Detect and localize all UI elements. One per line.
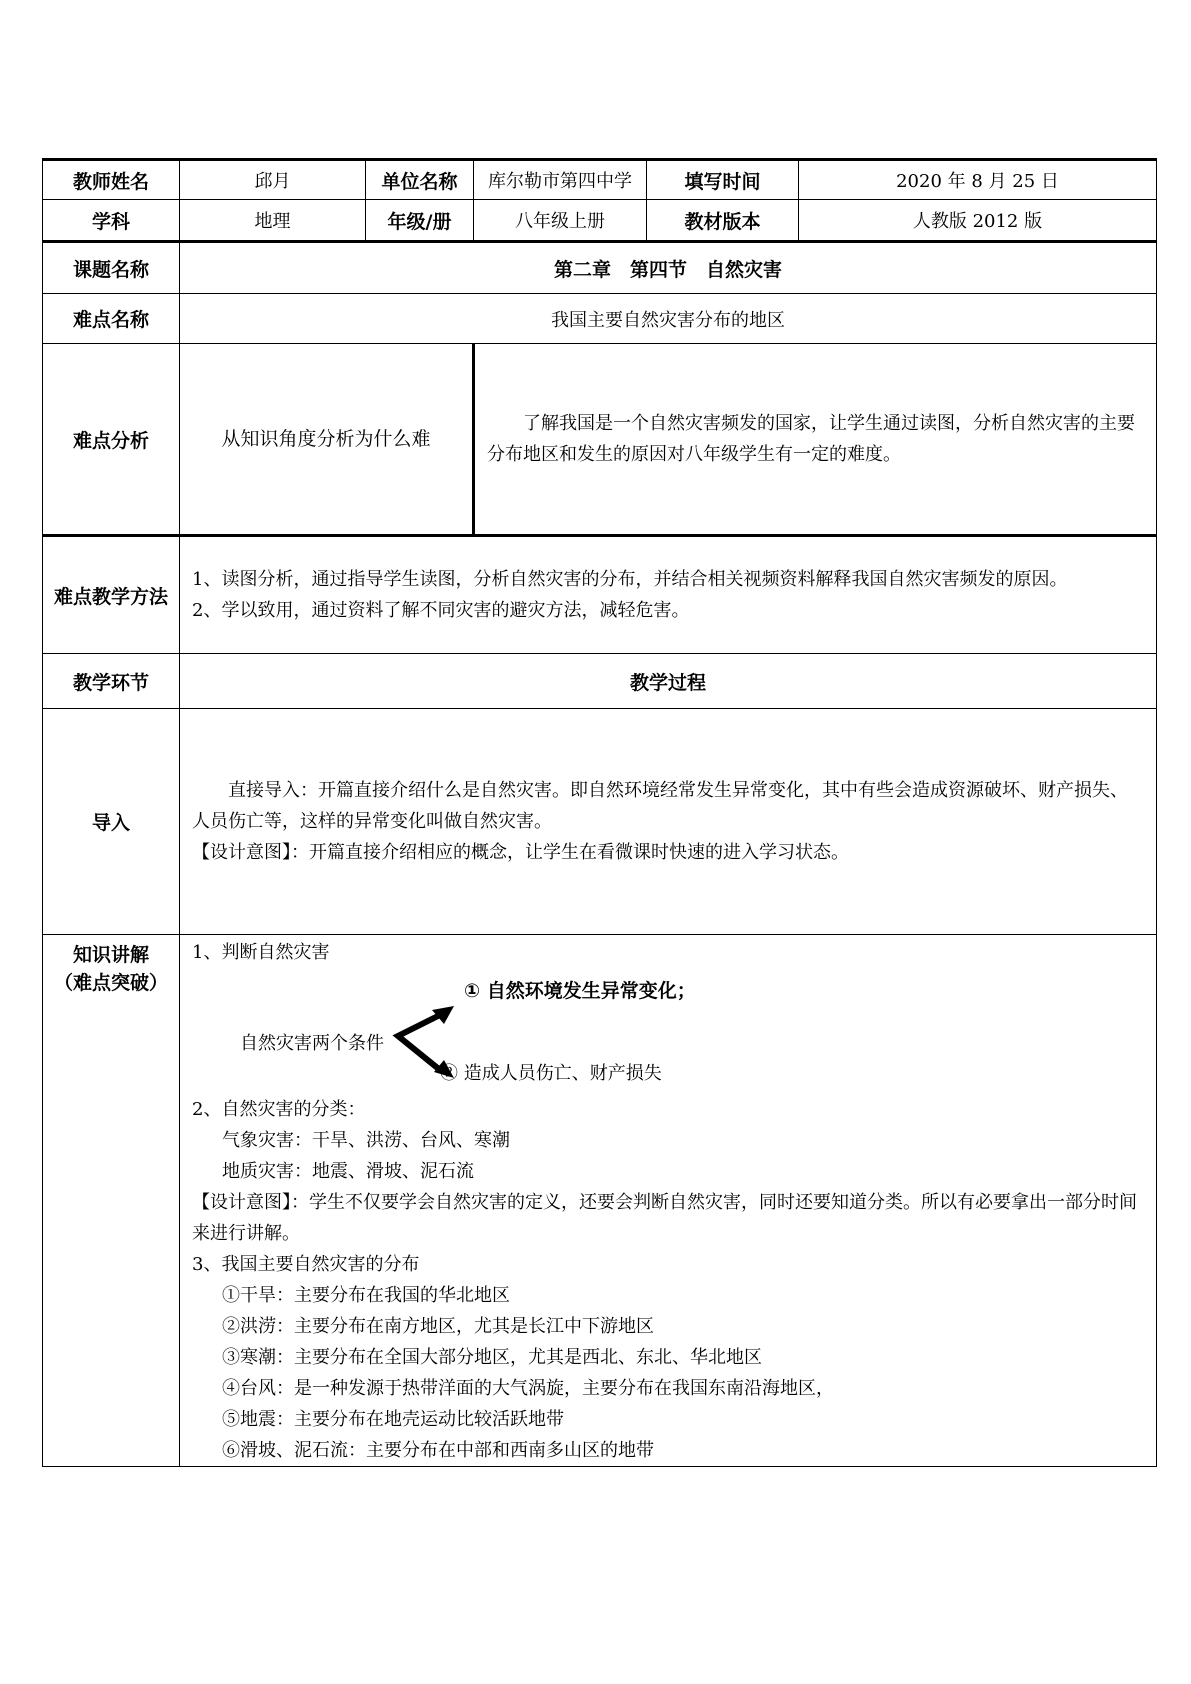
s2-title: 2、自然灾害的分类： xyxy=(192,1099,366,1120)
date-label: 填写时间 xyxy=(647,160,799,200)
intro-design: 【设计意图】：开篇直接介绍相应的概念，让学生在看微课时快速的进入学习状态。 xyxy=(192,842,849,863)
header-row-1 xyxy=(43,160,1157,200)
subject-value: 地理 xyxy=(180,200,366,242)
analysis-label: 难点分析 xyxy=(43,344,180,536)
analysis-row xyxy=(43,344,1157,536)
difficulty-label: 难点名称 xyxy=(43,294,180,344)
intro-text-cell xyxy=(180,709,1157,935)
analysis-text: 了解我国是一个自然灾害频发的国家，让学生通过读图，分析自然灾害的主要分布地区和发生的原因对八年级学生有一定的难度。 xyxy=(487,413,1135,465)
knowledge-label-1: 知识讲解 xyxy=(72,944,149,966)
process-value: 教学过程 xyxy=(180,654,1157,709)
method-line-1: 1、读图分析，通过指导学生读图，分析自然灾害的分布，并结合相关视频资料解释我国自然灾害频发的原因。 xyxy=(192,569,1068,590)
knowledge-label-2: （难点突破） xyxy=(53,972,168,994)
distribution-item: ②洪涝：主要分布在南方地区，尤其是长江中下游地区 xyxy=(222,1316,654,1337)
distribution-item: ④台风：是一种发源于热带洋面的大气涡旋，主要分布在我国东南沿海地区， xyxy=(222,1378,834,1399)
condition-1: ① 自然环境发生异常变化； xyxy=(464,980,696,1002)
topic-label: 课题名称 xyxy=(43,242,180,294)
distribution-item: ①干旱：主要分布在我国的华北地区 xyxy=(222,1285,510,1306)
teacher-label: 教师姓名 xyxy=(43,160,180,200)
knowledge-text-cell xyxy=(180,935,1157,1467)
s2-geology: 地质灾害：地震、滑坡、泥石流 xyxy=(222,1161,474,1182)
method-label: 难点教学方法 xyxy=(43,536,180,654)
unit-value: 库尔勒市第四中学 xyxy=(474,160,647,200)
analysis-sublabel: 从知识角度分析为什么难 xyxy=(180,344,474,536)
condition-2: ② 造成人员伤亡、财产损失 xyxy=(440,1063,662,1084)
difficulty-value: 我国主要自然灾害分布的地区 xyxy=(180,294,1157,344)
grade-value: 八年级上册 xyxy=(474,200,647,242)
knowledge-label-cell xyxy=(43,935,180,1467)
topic-row xyxy=(43,242,1157,294)
s3-title: 3、我国主要自然灾害的分布 xyxy=(192,1254,420,1275)
edition-value: 人教版 2012 版 xyxy=(799,200,1157,242)
distribution-item: ⑥滑坡、泥石流：主要分布在中部和西南多山区的地带 xyxy=(222,1440,654,1461)
method-text-cell xyxy=(180,536,1157,654)
unit-label: 单位名称 xyxy=(366,160,474,200)
teacher-value: 邱月 xyxy=(180,160,366,200)
s2-weather: 气象灾害：干旱、洪涝、台风、寒潮 xyxy=(222,1130,510,1151)
intro-label: 导入 xyxy=(43,709,180,935)
conditions-diagram xyxy=(192,968,1144,1088)
difficulty-row xyxy=(43,294,1157,344)
header-row-2 xyxy=(43,200,1157,242)
edition-label: 教材版本 xyxy=(647,200,799,242)
date-value: 2020 年 8 月 25 日 xyxy=(799,160,1157,200)
knowledge-row xyxy=(43,935,1157,1467)
grade-label: 年级/册 xyxy=(366,200,474,242)
process-label: 教学环节 xyxy=(43,654,180,709)
intro-text: 直接导入：开篇直接介绍什么是自然灾害。即自然环境经常发生异常变化，其中有些会造成资源破坏、财产损失、人员伤亡等，这样的异常变化叫做自然灾害。 xyxy=(192,780,1128,832)
process-header-row xyxy=(43,654,1157,709)
intro-row xyxy=(43,709,1157,935)
subject-label: 学科 xyxy=(43,200,180,242)
s2-design: 【设计意图】：学生不仅要学会自然灾害的定义，还要会判断自然灾害，同时还要知道分类。所以有必要拿出一部分时间来进行讲解。 xyxy=(192,1192,1137,1244)
lesson-plan-table xyxy=(42,158,1157,1467)
method-line-2: 2、学以致用，通过资料了解不同灾害的避灾方法，减轻危害。 xyxy=(192,600,690,621)
topic-value: 第二章 第四节 自然灾害 xyxy=(180,242,1157,294)
analysis-text-cell xyxy=(474,344,1157,536)
method-row xyxy=(43,536,1157,654)
diagram-label: 自然灾害两个条件 xyxy=(240,1033,384,1054)
s1-title: 1、判断自然灾害 xyxy=(192,942,330,963)
distribution-item: ③寒潮：主要分布在全国大部分地区，尤其是西北、东北、华北地区 xyxy=(222,1347,762,1368)
distribution-item: ⑤地震：主要分布在地壳运动比较活跃地带 xyxy=(222,1409,564,1430)
